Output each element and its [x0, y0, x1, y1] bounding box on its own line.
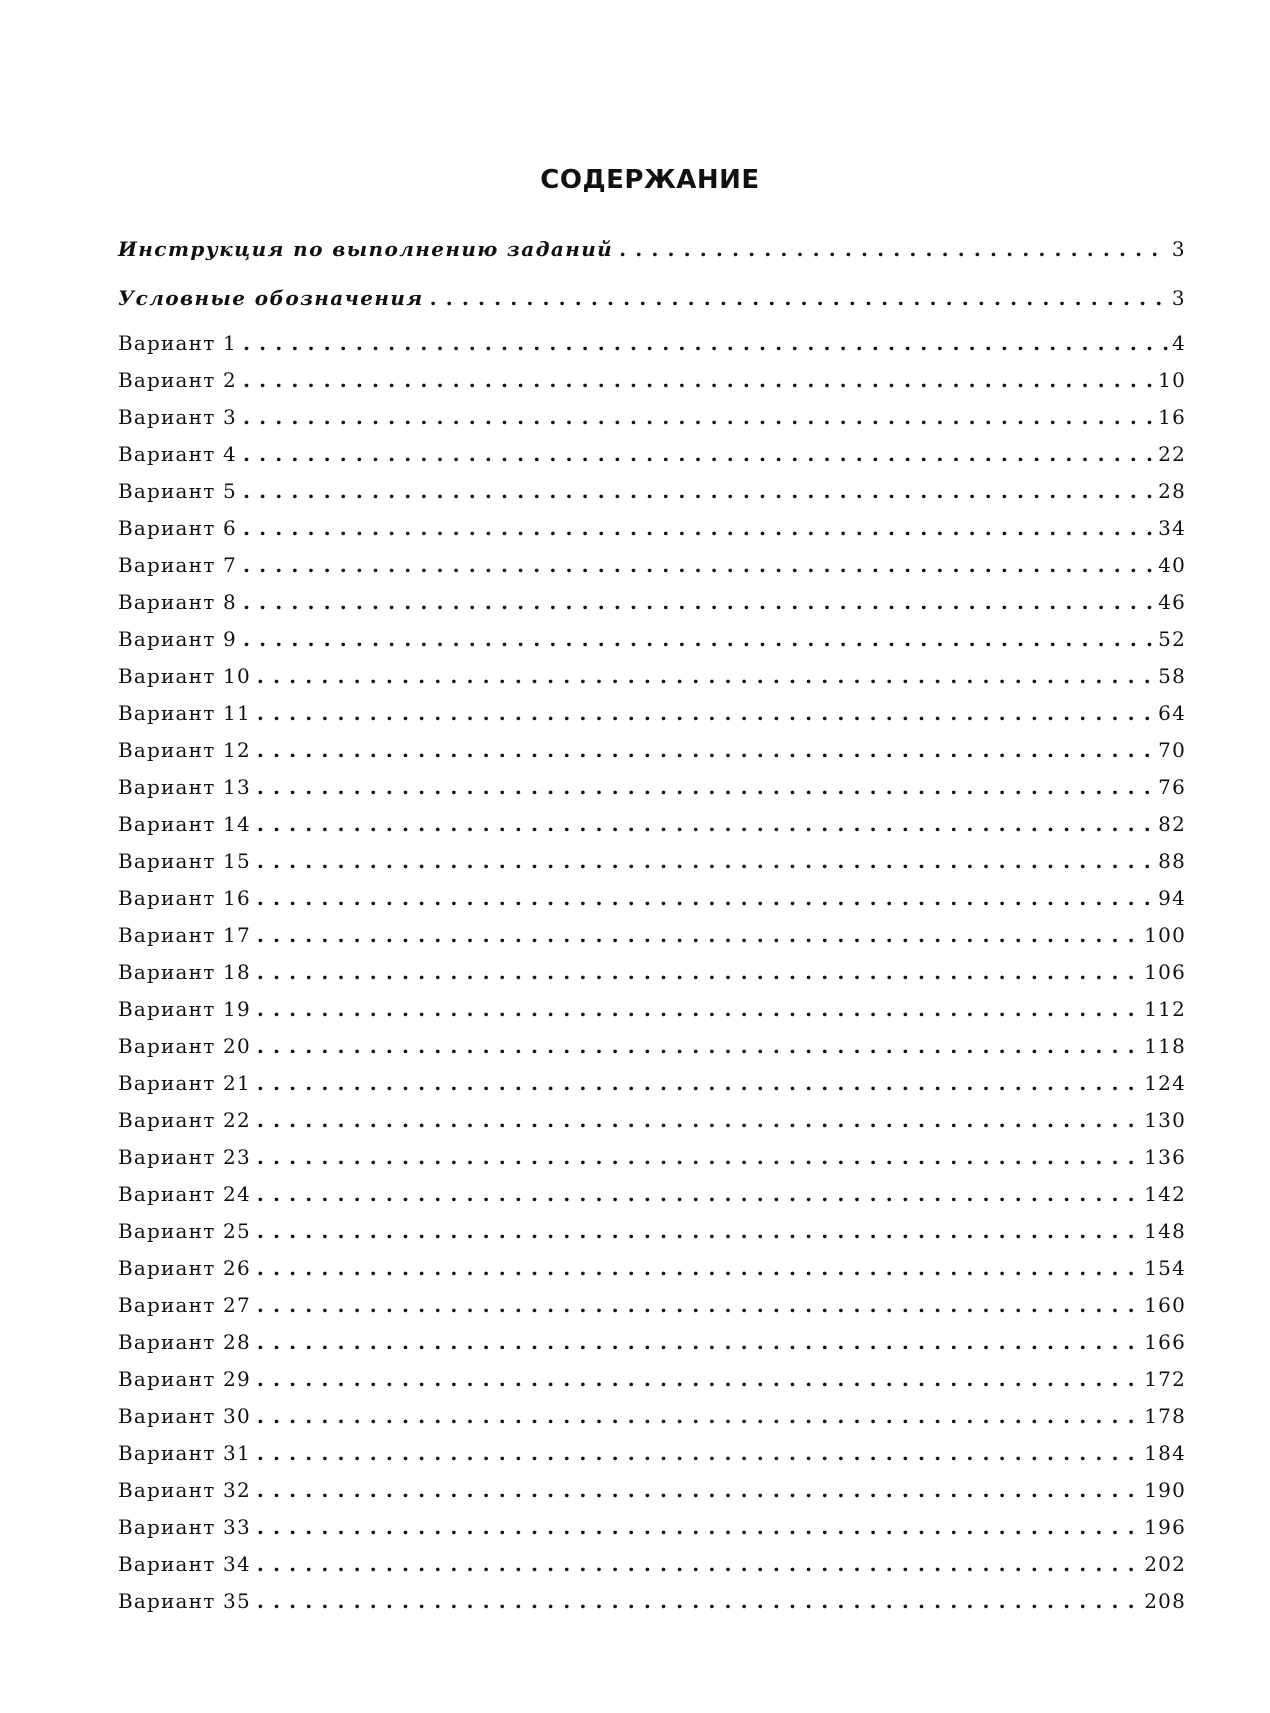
table-of-contents — [118, 237, 1186, 1626]
dot-leader — [257, 775, 1154, 799]
toc-entry-page: 3 — [1171, 237, 1186, 261]
toc-entry[interactable] — [118, 479, 1186, 516]
toc-entry-page: 148 — [1144, 1219, 1186, 1243]
toc-entry-page: 46 — [1158, 590, 1186, 614]
toc-entry-title: Вариант 21 — [118, 1071, 251, 1095]
toc-entry-page: 88 — [1158, 849, 1186, 873]
toc-entry[interactable] — [118, 960, 1186, 997]
toc-entry[interactable] — [118, 1589, 1186, 1626]
dot-leader — [257, 1515, 1140, 1539]
dot-leader — [257, 812, 1154, 836]
toc-entry-page: 10 — [1158, 368, 1186, 392]
toc-entry[interactable] — [118, 1552, 1186, 1589]
toc-entry-title: Вариант 4 — [118, 442, 237, 466]
toc-entry[interactable] — [118, 849, 1186, 886]
dot-leader — [257, 738, 1154, 762]
toc-entry-page: 34 — [1158, 516, 1186, 540]
toc-entry-title: Вариант 27 — [118, 1293, 251, 1317]
dot-leader — [243, 405, 1154, 429]
toc-entry-page: 184 — [1144, 1441, 1186, 1465]
dot-leader — [257, 1552, 1140, 1576]
toc-entry-page: 172 — [1144, 1367, 1186, 1391]
toc-entry-page: 22 — [1158, 442, 1186, 466]
toc-entry-title: Вариант 19 — [118, 997, 251, 1021]
dot-leader — [257, 886, 1154, 910]
toc-entry[interactable] — [118, 1145, 1186, 1182]
toc-entry-title: Вариант 14 — [118, 812, 251, 836]
toc-entry-page: 196 — [1144, 1515, 1186, 1539]
toc-entry[interactable] — [118, 1404, 1186, 1441]
toc-entry-title: Вариант 30 — [118, 1404, 251, 1428]
dot-leader — [257, 1256, 1140, 1280]
toc-entry[interactable] — [118, 701, 1186, 738]
dot-leader — [257, 960, 1140, 984]
toc-entry-title: Вариант 6 — [118, 516, 237, 540]
dot-leader — [257, 997, 1140, 1021]
dot-leader — [619, 237, 1168, 261]
toc-entry-page: 208 — [1144, 1589, 1186, 1613]
toc-entry[interactable] — [118, 738, 1186, 775]
toc-entry-page: 28 — [1158, 479, 1186, 503]
toc-entry-page: 100 — [1144, 923, 1186, 947]
toc-entry-title: Вариант 17 — [118, 923, 251, 947]
toc-entry-title: Вариант 18 — [118, 960, 251, 984]
dot-leader — [257, 664, 1154, 688]
toc-entry[interactable] — [118, 1441, 1186, 1478]
toc-entry-title: Вариант 15 — [118, 849, 251, 873]
toc-entry[interactable] — [118, 1515, 1186, 1552]
toc-entry-page: 76 — [1158, 775, 1186, 799]
toc-entry-page: 58 — [1158, 664, 1186, 688]
toc-entry[interactable] — [118, 775, 1186, 812]
toc-entry[interactable] — [118, 1256, 1186, 1293]
dot-leader — [257, 1293, 1140, 1317]
dot-leader — [257, 1441, 1140, 1465]
toc-entry[interactable] — [118, 997, 1186, 1034]
toc-entry-page: 3 — [1171, 286, 1186, 310]
dot-leader — [257, 1071, 1140, 1095]
toc-entry[interactable] — [118, 590, 1186, 627]
toc-entry-page: 190 — [1144, 1478, 1186, 1502]
toc-entry-title: Вариант 28 — [118, 1330, 251, 1354]
toc-entry-title: Вариант 1 — [118, 331, 237, 355]
toc-entry-title: Вариант 10 — [118, 664, 251, 688]
toc-variant-list — [118, 331, 1186, 1626]
toc-entry-title: Вариант 24 — [118, 1182, 251, 1206]
toc-entry-legend[interactable] — [118, 286, 1186, 331]
dot-leader — [243, 331, 1168, 355]
toc-entry-title: Вариант 23 — [118, 1145, 251, 1169]
toc-entry[interactable] — [118, 331, 1186, 368]
toc-entry-page: 70 — [1158, 738, 1186, 762]
toc-entry-page: 112 — [1144, 997, 1186, 1021]
toc-entry[interactable] — [118, 1219, 1186, 1256]
toc-entry[interactable] — [118, 886, 1186, 923]
toc-entry[interactable] — [118, 1293, 1186, 1330]
toc-entry-page: 64 — [1158, 701, 1186, 725]
toc-entry[interactable] — [118, 1367, 1186, 1404]
toc-entry-title: Инструкция по выполнению заданий — [118, 237, 614, 261]
toc-entry-page: 142 — [1144, 1182, 1186, 1206]
dot-leader — [243, 627, 1154, 651]
toc-entry-title: Вариант 16 — [118, 886, 251, 910]
dot-leader — [243, 590, 1154, 614]
dot-leader — [257, 1145, 1140, 1169]
toc-entry-title: Вариант 26 — [118, 1256, 251, 1280]
toc-entry-page: 82 — [1158, 812, 1186, 836]
toc-entry[interactable] — [118, 1478, 1186, 1515]
dot-leader — [257, 1478, 1140, 1502]
toc-entry-instructions[interactable] — [118, 237, 1186, 286]
toc-entry-page: 4 — [1172, 331, 1186, 355]
dot-leader — [257, 1034, 1140, 1058]
toc-entry[interactable] — [118, 1108, 1186, 1145]
dot-leader — [257, 1108, 1140, 1132]
dot-leader — [243, 368, 1154, 392]
toc-entry-title: Вариант 25 — [118, 1219, 251, 1243]
toc-entry-title: Вариант 34 — [118, 1552, 251, 1576]
toc-entry[interactable] — [118, 812, 1186, 849]
toc-entry[interactable] — [118, 1034, 1186, 1071]
toc-entry-title: Вариант 7 — [118, 553, 237, 577]
dot-leader — [243, 553, 1154, 577]
toc-entry[interactable] — [118, 405, 1186, 442]
toc-entry[interactable] — [118, 627, 1186, 664]
dot-leader — [257, 1404, 1140, 1428]
toc-entry-page: 166 — [1144, 1330, 1186, 1354]
toc-entry-title: Вариант 8 — [118, 590, 237, 614]
toc-entry-title: Вариант 32 — [118, 1478, 251, 1502]
dot-leader — [243, 479, 1154, 503]
toc-entry-page: 124 — [1144, 1071, 1186, 1095]
toc-entry-title: Вариант 22 — [118, 1108, 251, 1132]
toc-entry-title: Вариант 2 — [118, 368, 237, 392]
toc-entry-page: 154 — [1144, 1256, 1186, 1280]
toc-entry-title: Вариант 35 — [118, 1589, 251, 1613]
dot-leader — [243, 516, 1154, 540]
dot-leader — [257, 1589, 1140, 1613]
dot-leader — [257, 923, 1140, 947]
toc-entry-title: Вариант 5 — [118, 479, 237, 503]
toc-entry-page: 130 — [1144, 1108, 1186, 1132]
page-title: СОДЕРЖАНИЕ — [540, 165, 760, 196]
toc-entry-title: Вариант 9 — [118, 627, 237, 651]
toc-entry-page: 160 — [1144, 1293, 1186, 1317]
dot-leader — [430, 286, 1168, 310]
toc-entry[interactable] — [118, 368, 1186, 405]
toc-entry-title: Вариант 33 — [118, 1515, 251, 1539]
toc-entry-title: Вариант 11 — [118, 701, 251, 725]
toc-entry[interactable] — [118, 516, 1186, 553]
toc-entry-page: 118 — [1144, 1034, 1186, 1058]
toc-entry[interactable] — [118, 553, 1186, 590]
toc-entry-page: 106 — [1144, 960, 1186, 984]
toc-entry-title: Вариант 13 — [118, 775, 251, 799]
toc-entry-title: Условные обозначения — [118, 286, 424, 310]
toc-entry-page: 52 — [1158, 627, 1186, 651]
toc-entry-title: Вариант 20 — [118, 1034, 251, 1058]
dot-leader — [257, 701, 1154, 725]
toc-entry-page: 178 — [1144, 1404, 1186, 1428]
dot-leader — [243, 442, 1154, 466]
toc-entry-page: 40 — [1158, 553, 1186, 577]
toc-entry-page: 16 — [1158, 405, 1186, 429]
dot-leader — [257, 849, 1154, 873]
toc-entry-title: Вариант 29 — [118, 1367, 251, 1391]
toc-entry[interactable] — [118, 664, 1186, 701]
dot-leader — [257, 1182, 1140, 1206]
dot-leader — [257, 1330, 1140, 1354]
toc-entry-page: 94 — [1158, 886, 1186, 910]
toc-entry[interactable] — [118, 442, 1186, 479]
toc-entry-page: 136 — [1144, 1145, 1186, 1169]
toc-entry-title: Вариант 12 — [118, 738, 251, 762]
toc-entry[interactable] — [118, 923, 1186, 960]
toc-entry-title: Вариант 3 — [118, 405, 237, 429]
toc-entry-title: Вариант 31 — [118, 1441, 251, 1465]
toc-entry-page: 202 — [1144, 1552, 1186, 1576]
toc-entry[interactable] — [118, 1330, 1186, 1367]
toc-entry[interactable] — [118, 1071, 1186, 1108]
toc-entry[interactable] — [118, 1182, 1186, 1219]
dot-leader — [257, 1367, 1140, 1391]
dot-leader — [257, 1219, 1140, 1243]
